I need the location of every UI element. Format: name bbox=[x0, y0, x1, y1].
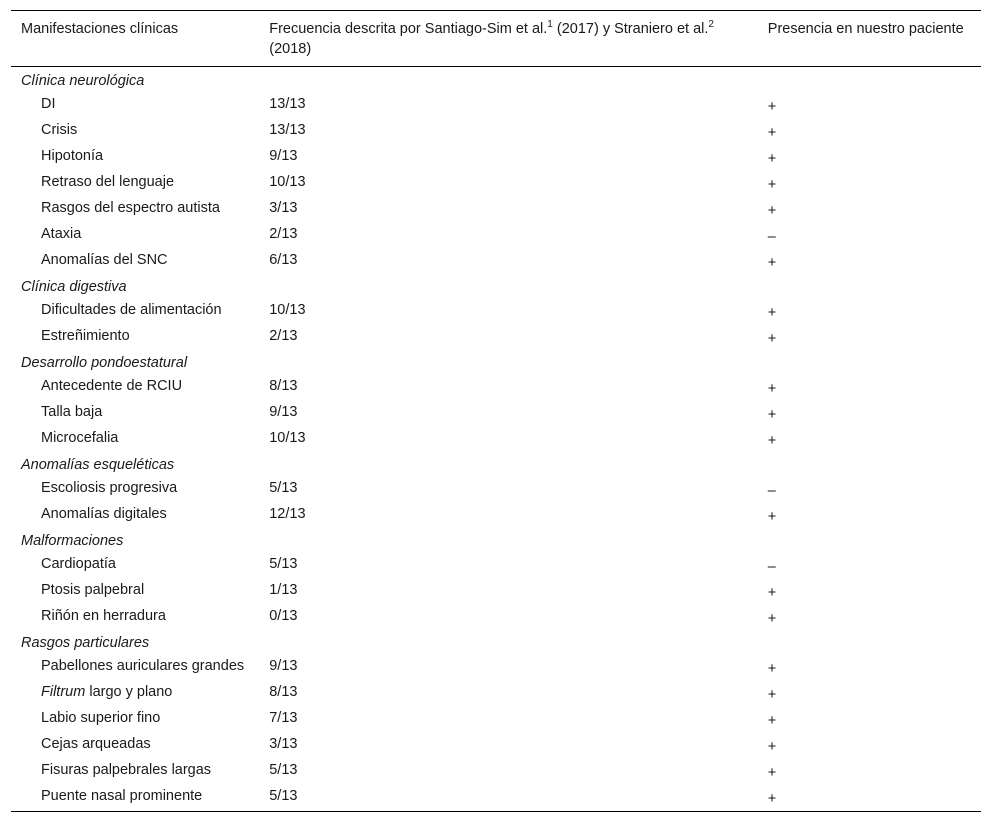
frequency-cell: 13/13 bbox=[269, 122, 306, 138]
frequency-cell: 1/13 bbox=[269, 582, 298, 598]
table-row bbox=[11, 759, 981, 785]
table-row bbox=[11, 579, 981, 605]
frequency-cell: 6/13 bbox=[269, 252, 298, 268]
manifestation-label: Cejas arqueadas bbox=[41, 736, 151, 752]
manifestation-cell bbox=[11, 93, 259, 119]
manifestation-label-italic: Filtrum bbox=[41, 684, 86, 700]
section-row bbox=[11, 529, 981, 553]
manifestation-cell bbox=[11, 249, 259, 275]
manifestation-label: Fisuras palpebrales largas bbox=[41, 762, 212, 778]
frequency-cell: 9/13 bbox=[269, 404, 298, 420]
presence-cell: + bbox=[767, 661, 777, 677]
presence-cell: + bbox=[767, 203, 777, 219]
presence-cell: + bbox=[767, 739, 777, 755]
presence-cell: – bbox=[767, 559, 776, 575]
manifestation-cell bbox=[11, 605, 259, 631]
frequency-cell: 5/13 bbox=[269, 762, 298, 778]
table-row bbox=[11, 299, 981, 325]
table-row bbox=[11, 119, 981, 145]
header-frequency bbox=[259, 11, 758, 67]
manifestation-label: Crisis bbox=[41, 122, 78, 138]
manifestation-label: Rasgos del espectro autista bbox=[41, 200, 220, 216]
manifestation-label: Pabellones auriculares grandes bbox=[41, 658, 245, 674]
frequency-cell: 8/13 bbox=[269, 684, 298, 700]
presence-cell: + bbox=[767, 407, 777, 423]
table-row bbox=[11, 375, 981, 401]
manifestation-label: Escoliosis progresiva bbox=[41, 480, 178, 496]
frequency-cell: 2/13 bbox=[269, 226, 298, 242]
manifestation-cell bbox=[11, 145, 259, 171]
table-header bbox=[11, 11, 981, 67]
header-row bbox=[11, 11, 981, 67]
manifestation-label: Hipotonía bbox=[41, 148, 104, 164]
frequency-cell: 3/13 bbox=[269, 736, 298, 752]
manifestation-cell bbox=[11, 401, 259, 427]
section-row bbox=[11, 275, 981, 299]
table-row bbox=[11, 733, 981, 759]
manifestation-cell bbox=[11, 655, 259, 681]
clinical-manifestations-table bbox=[11, 10, 981, 812]
header-frequency-part2: (2017) y Straniero et al. bbox=[552, 21, 709, 37]
manifestation-cell bbox=[11, 325, 259, 351]
table-row bbox=[11, 503, 981, 529]
manifestation-cell bbox=[11, 733, 259, 759]
frequency-cell: 5/13 bbox=[269, 480, 298, 496]
section-title: Clínica digestiva bbox=[21, 279, 127, 295]
table-row bbox=[11, 93, 981, 119]
section-title: Desarrollo pondoestatural bbox=[21, 355, 188, 371]
table-row bbox=[11, 197, 981, 223]
manifestation-label: Anomalías del SNC bbox=[41, 252, 168, 268]
table-row bbox=[11, 707, 981, 733]
manifestation-cell bbox=[11, 223, 259, 249]
table-row bbox=[11, 785, 981, 812]
presence-cell: + bbox=[767, 305, 777, 321]
section-row bbox=[11, 351, 981, 375]
presence-cell: + bbox=[767, 433, 777, 449]
presence-cell: + bbox=[767, 125, 777, 141]
presence-cell: + bbox=[767, 381, 777, 397]
table-row bbox=[11, 171, 981, 197]
manifestation-label: Puente nasal prominente bbox=[41, 788, 203, 804]
table-row bbox=[11, 145, 981, 171]
presence-cell: + bbox=[767, 151, 777, 167]
manifestation-cell bbox=[11, 553, 259, 579]
frequency-cell: 9/13 bbox=[269, 148, 298, 164]
manifestation-cell bbox=[11, 119, 259, 145]
reference-2: 2 bbox=[708, 19, 714, 31]
frequency-cell: 10/13 bbox=[269, 302, 306, 318]
manifestation-label: largo y plano bbox=[85, 684, 173, 700]
manifestation-label: Riñón en herradura bbox=[41, 608, 166, 624]
header-manifestations: Manifestaciones clínicas bbox=[21, 21, 179, 37]
section-title: Anomalías esqueléticas bbox=[21, 457, 175, 473]
table-row bbox=[11, 477, 981, 503]
manifestation-label: Estreñimiento bbox=[41, 328, 130, 344]
table-body bbox=[11, 67, 981, 812]
manifestation-label: Ptosis palpebral bbox=[41, 582, 145, 598]
table-row bbox=[11, 223, 981, 249]
frequency-cell: 5/13 bbox=[269, 788, 298, 804]
presence-cell: + bbox=[767, 509, 777, 525]
presence-cell: – bbox=[767, 483, 776, 499]
manifestation-cell bbox=[11, 707, 259, 733]
section-row bbox=[11, 67, 981, 94]
table-row bbox=[11, 681, 981, 707]
manifestation-cell bbox=[11, 427, 259, 453]
header-frequency-part1: Frecuencia descrita por Santiago-Sim et al. bbox=[269, 21, 548, 37]
reference-1: 1 bbox=[547, 19, 553, 31]
frequency-cell: 12/13 bbox=[269, 506, 306, 522]
manifestation-cell bbox=[11, 171, 259, 197]
table-row bbox=[11, 249, 981, 275]
section-title: Clínica neurológica bbox=[21, 73, 145, 89]
manifestation-cell bbox=[11, 299, 259, 325]
presence-cell: + bbox=[767, 99, 777, 115]
manifestation-label: Anomalías digitales bbox=[41, 506, 167, 522]
frequency-cell: 10/13 bbox=[269, 430, 306, 446]
frequency-cell: 7/13 bbox=[269, 710, 298, 726]
presence-cell: + bbox=[767, 585, 777, 601]
presence-cell: – bbox=[767, 229, 776, 245]
frequency-cell: 0/13 bbox=[269, 608, 298, 624]
manifestation-cell bbox=[11, 579, 259, 605]
presence-cell: + bbox=[767, 765, 777, 781]
manifestation-label: Antecedente de RCIU bbox=[41, 378, 183, 394]
table-row bbox=[11, 401, 981, 427]
presence-cell: + bbox=[767, 713, 777, 729]
frequency-cell: 2/13 bbox=[269, 328, 298, 344]
frequency-cell: 8/13 bbox=[269, 378, 298, 394]
manifestation-label: Labio superior fino bbox=[41, 710, 161, 726]
header-presence: Presencia en nuestro paciente bbox=[767, 21, 964, 37]
manifestation-label: Microcefalia bbox=[41, 430, 119, 446]
frequency-cell: 9/13 bbox=[269, 658, 298, 674]
manifestation-cell bbox=[11, 785, 259, 812]
presence-cell: + bbox=[767, 255, 777, 271]
section-title: Malformaciones bbox=[21, 533, 124, 549]
section-row bbox=[11, 631, 981, 655]
manifestation-cell bbox=[11, 759, 259, 785]
frequency-cell: 5/13 bbox=[269, 556, 298, 572]
presence-cell: + bbox=[767, 687, 777, 703]
manifestation-label: Dificultades de alimentación bbox=[41, 302, 222, 318]
manifestation-label: Ataxia bbox=[41, 226, 82, 242]
presence-cell: + bbox=[767, 177, 777, 193]
manifestation-cell bbox=[11, 681, 259, 707]
section-row bbox=[11, 453, 981, 477]
table-row bbox=[11, 655, 981, 681]
manifestation-cell bbox=[11, 503, 259, 529]
header-frequency-part3: (2018) bbox=[269, 41, 312, 57]
table-row bbox=[11, 553, 981, 579]
manifestation-label: DI bbox=[41, 96, 56, 112]
frequency-cell: 13/13 bbox=[269, 96, 306, 112]
presence-cell: + bbox=[767, 791, 777, 807]
manifestation-label: Retraso del lenguaje bbox=[41, 174, 175, 190]
section-title: Rasgos particulares bbox=[21, 635, 150, 651]
presence-cell: + bbox=[767, 331, 777, 347]
manifestation-label: Talla baja bbox=[41, 404, 103, 420]
manifestation-cell bbox=[11, 197, 259, 223]
table-row bbox=[11, 605, 981, 631]
manifestation-cell bbox=[11, 375, 259, 401]
presence-cell: + bbox=[767, 611, 777, 627]
manifestation-label: Cardiopatía bbox=[41, 556, 116, 572]
table-row bbox=[11, 325, 981, 351]
table-row bbox=[11, 427, 981, 453]
manifestation-cell bbox=[11, 477, 259, 503]
frequency-cell: 10/13 bbox=[269, 174, 306, 190]
frequency-cell: 3/13 bbox=[269, 200, 298, 216]
table-container bbox=[11, 10, 981, 812]
